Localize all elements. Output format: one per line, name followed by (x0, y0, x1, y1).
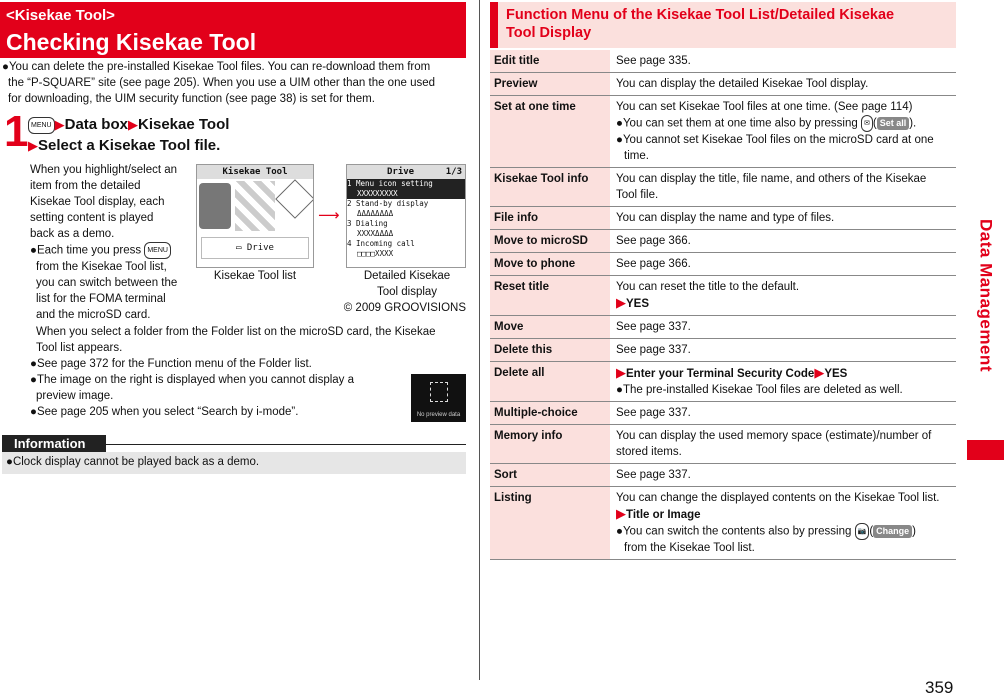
camera-key-icon: 📷 (855, 523, 870, 540)
screen-header: Kisekae Tool (197, 165, 313, 179)
detailed-display-screenshot (346, 164, 466, 268)
table-row: Listing You can change the displayed contents on the Kisekae Tool list. ▶Title or Image ●You can switch the contents also by pressing 📷 ( Change ) from the Kisekae Tool list. (490, 487, 956, 560)
set-all-softkey: Set all (877, 117, 910, 130)
table-row: Reset title You can reset the title to the default. ▶YES (490, 276, 956, 316)
list-item[interactable]: 3 Dialing XXXXΔΔΔΔ (347, 219, 394, 238)
table-row: Multiple-choice See page 337. (490, 402, 956, 425)
empty-frame-icon (430, 382, 448, 402)
section-subtitle: <Kisekae Tool> (6, 7, 115, 24)
menu-key-icon: MENU (28, 117, 55, 134)
diamond-cursor-icon (275, 179, 314, 219)
table-row: Delete this See page 337. (490, 339, 956, 362)
menu-key-icon: MENU (144, 242, 171, 259)
arrow-right-icon: ⟶ (318, 207, 340, 224)
step-number: 1 (4, 107, 29, 156)
folder-icon: ▭ (236, 243, 242, 253)
table-row: Move to microSD See page 366. (490, 230, 956, 253)
copyright: © 2009 GROOVISIONS (343, 302, 466, 314)
pattern-thumbnail (235, 181, 275, 231)
list-item[interactable]: 2 Stand-by display ΔΔΔΔΔΔΔΔ (347, 199, 429, 218)
table-row: Move to phone See page 366. (490, 253, 956, 276)
bullet-list: ●See page 372 for the Function menu of the Folder list. ●The image on the right is displayed when you cannot display a preview image. ●See page 205 when you select “Search by i-mode”. (30, 358, 355, 418)
step-instruction: MENU ▶Data box▶Kisekae Tool ▶Select a Kisekae Tool file. (28, 116, 230, 154)
kisekae-tool-list-screenshot (196, 164, 314, 268)
table-row: Move See page 337. (490, 316, 956, 339)
list-item[interactable]: 1 Menu icon setting XXXXXXXXX (347, 179, 465, 199)
column-divider (479, 0, 480, 680)
folder-note: When you select a folder from the Folder list on the microSD card, the Kisekae Tool list appears. (36, 326, 436, 354)
table-row: Memory info You can display the used memory space (estimate)/number of stored items. (490, 425, 956, 464)
screen1-caption: Kisekae Tool list (213, 270, 297, 282)
step-description: When you highlight/select an item from the detailed Kisekae Tool display, each setting content is played back as a demo. ●Each time you press MENU from the Kisekae Tool list, you can switch between the list for the FOMA terminal and the microSD card. (30, 164, 178, 321)
table-row: Delete all ▶Enter your Terminal Security Code▶YES ●The pre-installed Kisekae Tool files are deleted as well. (490, 362, 956, 402)
table-row: Sort See page 337. (490, 464, 956, 487)
car-thumbnail-icon (199, 183, 231, 229)
table-row: Preview You can display the detailed Kisekae Tool display. (490, 73, 956, 96)
change-softkey: Change (873, 525, 912, 538)
side-section-label: Data Management (976, 218, 996, 372)
intro-paragraph: ●You can delete the pre-installed Kisekae Tool files. You can re-download them from the “P-SQUARE” site (see page 205). When you use a UIM other than the one used for downloading, the UIM security function (see page 38) is set for them. (2, 61, 436, 105)
table-row: File info You can display the name and type of files. (490, 207, 956, 230)
function-menu-table (490, 50, 956, 560)
section-header (0, 2, 466, 58)
section-title: Checking Kisekae Tool (6, 29, 257, 55)
table-row: Set at one time You can set Kisekae Tool files at one time. (See page 114) ●You can set them at one time also by pressing ✉ ( Set all ). ●You cannot set Kisekae Tool files on the microSD card at one time. (490, 96, 956, 168)
page-number: 359 (925, 678, 954, 697)
screen-header: Drive 1/3 (347, 165, 465, 179)
function-menu-title: Function Menu of the Kisekae Tool List/Detailed Kisekae Tool Display (490, 2, 956, 48)
side-tab-marker (967, 440, 1004, 460)
table-row: Kisekae Tool info You can display the title, file name, and others of the Kisekae Tool file. (490, 168, 956, 207)
screen2-caption: Detailed Kisekae Tool display (363, 270, 451, 298)
list-item[interactable]: 4 Incoming call □□□□XXXX (347, 239, 415, 258)
table-row: Edit title See page 335. (490, 50, 956, 73)
info-box: ●Clock display cannot be played back as a demo. (2, 452, 466, 474)
no-preview-image: No preview data (411, 374, 466, 422)
info-heading: Information (2, 435, 106, 453)
mail-key-icon: ✉ (861, 115, 873, 132)
folder-item[interactable]: ▭ Drive (201, 237, 309, 259)
